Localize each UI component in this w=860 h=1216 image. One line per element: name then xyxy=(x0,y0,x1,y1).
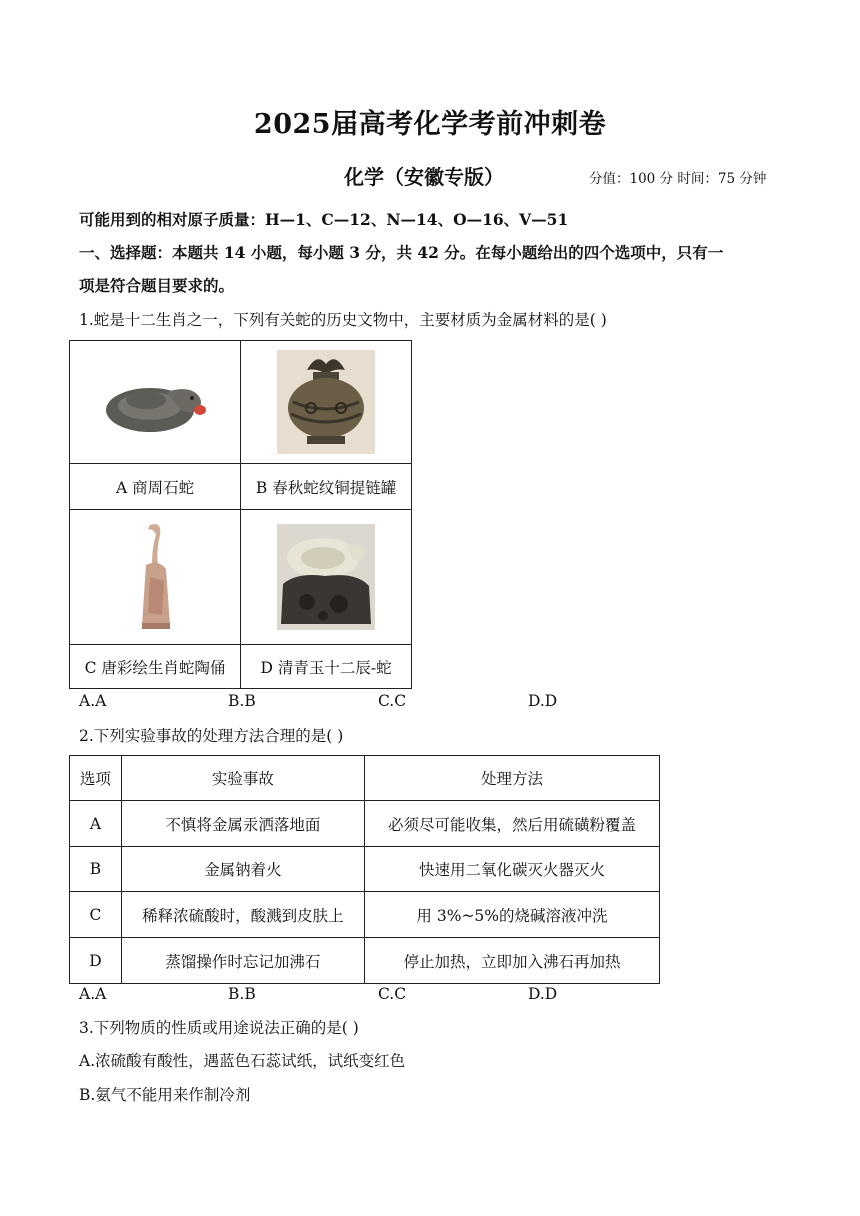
option-c[interactable]: C.C xyxy=(378,692,407,710)
cell-bronze-jar xyxy=(241,341,412,464)
option-a[interactable]: A.A xyxy=(79,692,107,710)
jade-snake-image xyxy=(277,524,375,630)
option-b[interactable]: B.B xyxy=(228,985,256,1003)
page-title: 2025届高考化学考前冲刺卷 xyxy=(253,109,607,140)
row-handling: 快速用二氧化碳灭火器灭火 xyxy=(364,847,659,892)
option-d[interactable]: D.D xyxy=(528,692,558,710)
question-2-stem: 2.下列实验事故的处理方法合理的是( ) xyxy=(79,727,344,745)
question-3-option-b[interactable]: B.氨气不能用来作制冷剂 xyxy=(79,1086,251,1104)
question-2-table xyxy=(69,755,660,984)
row-accident: 金属钠着火 xyxy=(121,847,364,892)
question-3-stem: 3.下列物质的性质或用途说法正确的是( ) xyxy=(79,1019,359,1037)
subtitle: 化学（安徽专版） xyxy=(344,165,504,189)
bronze-jar-image xyxy=(277,350,375,454)
cell-stone-snake xyxy=(70,341,241,464)
caption-d: D 清青玉十二辰-蛇 xyxy=(241,645,412,689)
option-d[interactable]: D.D xyxy=(528,985,558,1003)
cell-jade-snake xyxy=(241,510,412,645)
row-option: C xyxy=(70,892,122,938)
exam-meta: 分值：100 分 时间：75 分钟 xyxy=(589,171,767,187)
section-instruction-line-2: 项是符合题目要求的。 xyxy=(79,276,235,295)
row-option: B xyxy=(70,847,122,892)
row-handling: 停止加热，立即加入沸石再加热 xyxy=(364,938,659,984)
row-accident: 不慎将金属汞洒落地面 xyxy=(121,801,364,847)
table-row xyxy=(70,847,660,892)
table-row xyxy=(70,892,660,938)
section-instruction-line-1: 一、选择题：本题共 14 小题，每小题 3 分，共 42 分。在每小题给出的四个选项中，只有一 xyxy=(79,243,724,262)
row-option: D xyxy=(70,938,122,984)
table-row xyxy=(70,938,660,984)
question-1-stem: 1.蛇是十二生肖之一，下列有关蛇的历史文物中，主要材质为金属材料的是( ) xyxy=(79,311,607,329)
question-3-option-a[interactable]: A.浓硫酸有酸性，遇蓝色石蕊试纸，试纸变红色 xyxy=(79,1052,406,1070)
header-handling: 处理方法 xyxy=(364,756,659,801)
stone-snake-image xyxy=(100,362,210,442)
row-accident: 蒸馏操作时忘记加沸石 xyxy=(121,938,364,984)
question-1-artifact-table xyxy=(69,340,412,689)
option-c[interactable]: C.C xyxy=(378,985,407,1003)
atomic-mass-line: 可能用到的相对原子质量：H—1、C—12、N—14、O—16、V—51 xyxy=(79,210,569,229)
caption-b: B 春秋蛇纹铜提链罐 xyxy=(241,464,412,510)
header-option: 选项 xyxy=(70,756,122,801)
row-accident: 稀释浓硫酸时，酸溅到皮肤上 xyxy=(121,892,364,938)
tang-figurine-image xyxy=(130,521,180,633)
cell-tang-figurine xyxy=(70,510,241,645)
row-option: A xyxy=(70,801,122,847)
caption-c: C 唐彩绘生肖蛇陶俑 xyxy=(70,645,241,689)
option-a[interactable]: A.A xyxy=(79,985,107,1003)
caption-a: A 商周石蛇 xyxy=(70,464,241,510)
table-row xyxy=(70,801,660,847)
row-handling: 用 3%~5%的烧碱溶液冲洗 xyxy=(364,892,659,938)
option-b[interactable]: B.B xyxy=(228,692,256,710)
header-accident: 实验事故 xyxy=(121,756,364,801)
row-handling: 必须尽可能收集，然后用硫磺粉覆盖 xyxy=(364,801,659,847)
